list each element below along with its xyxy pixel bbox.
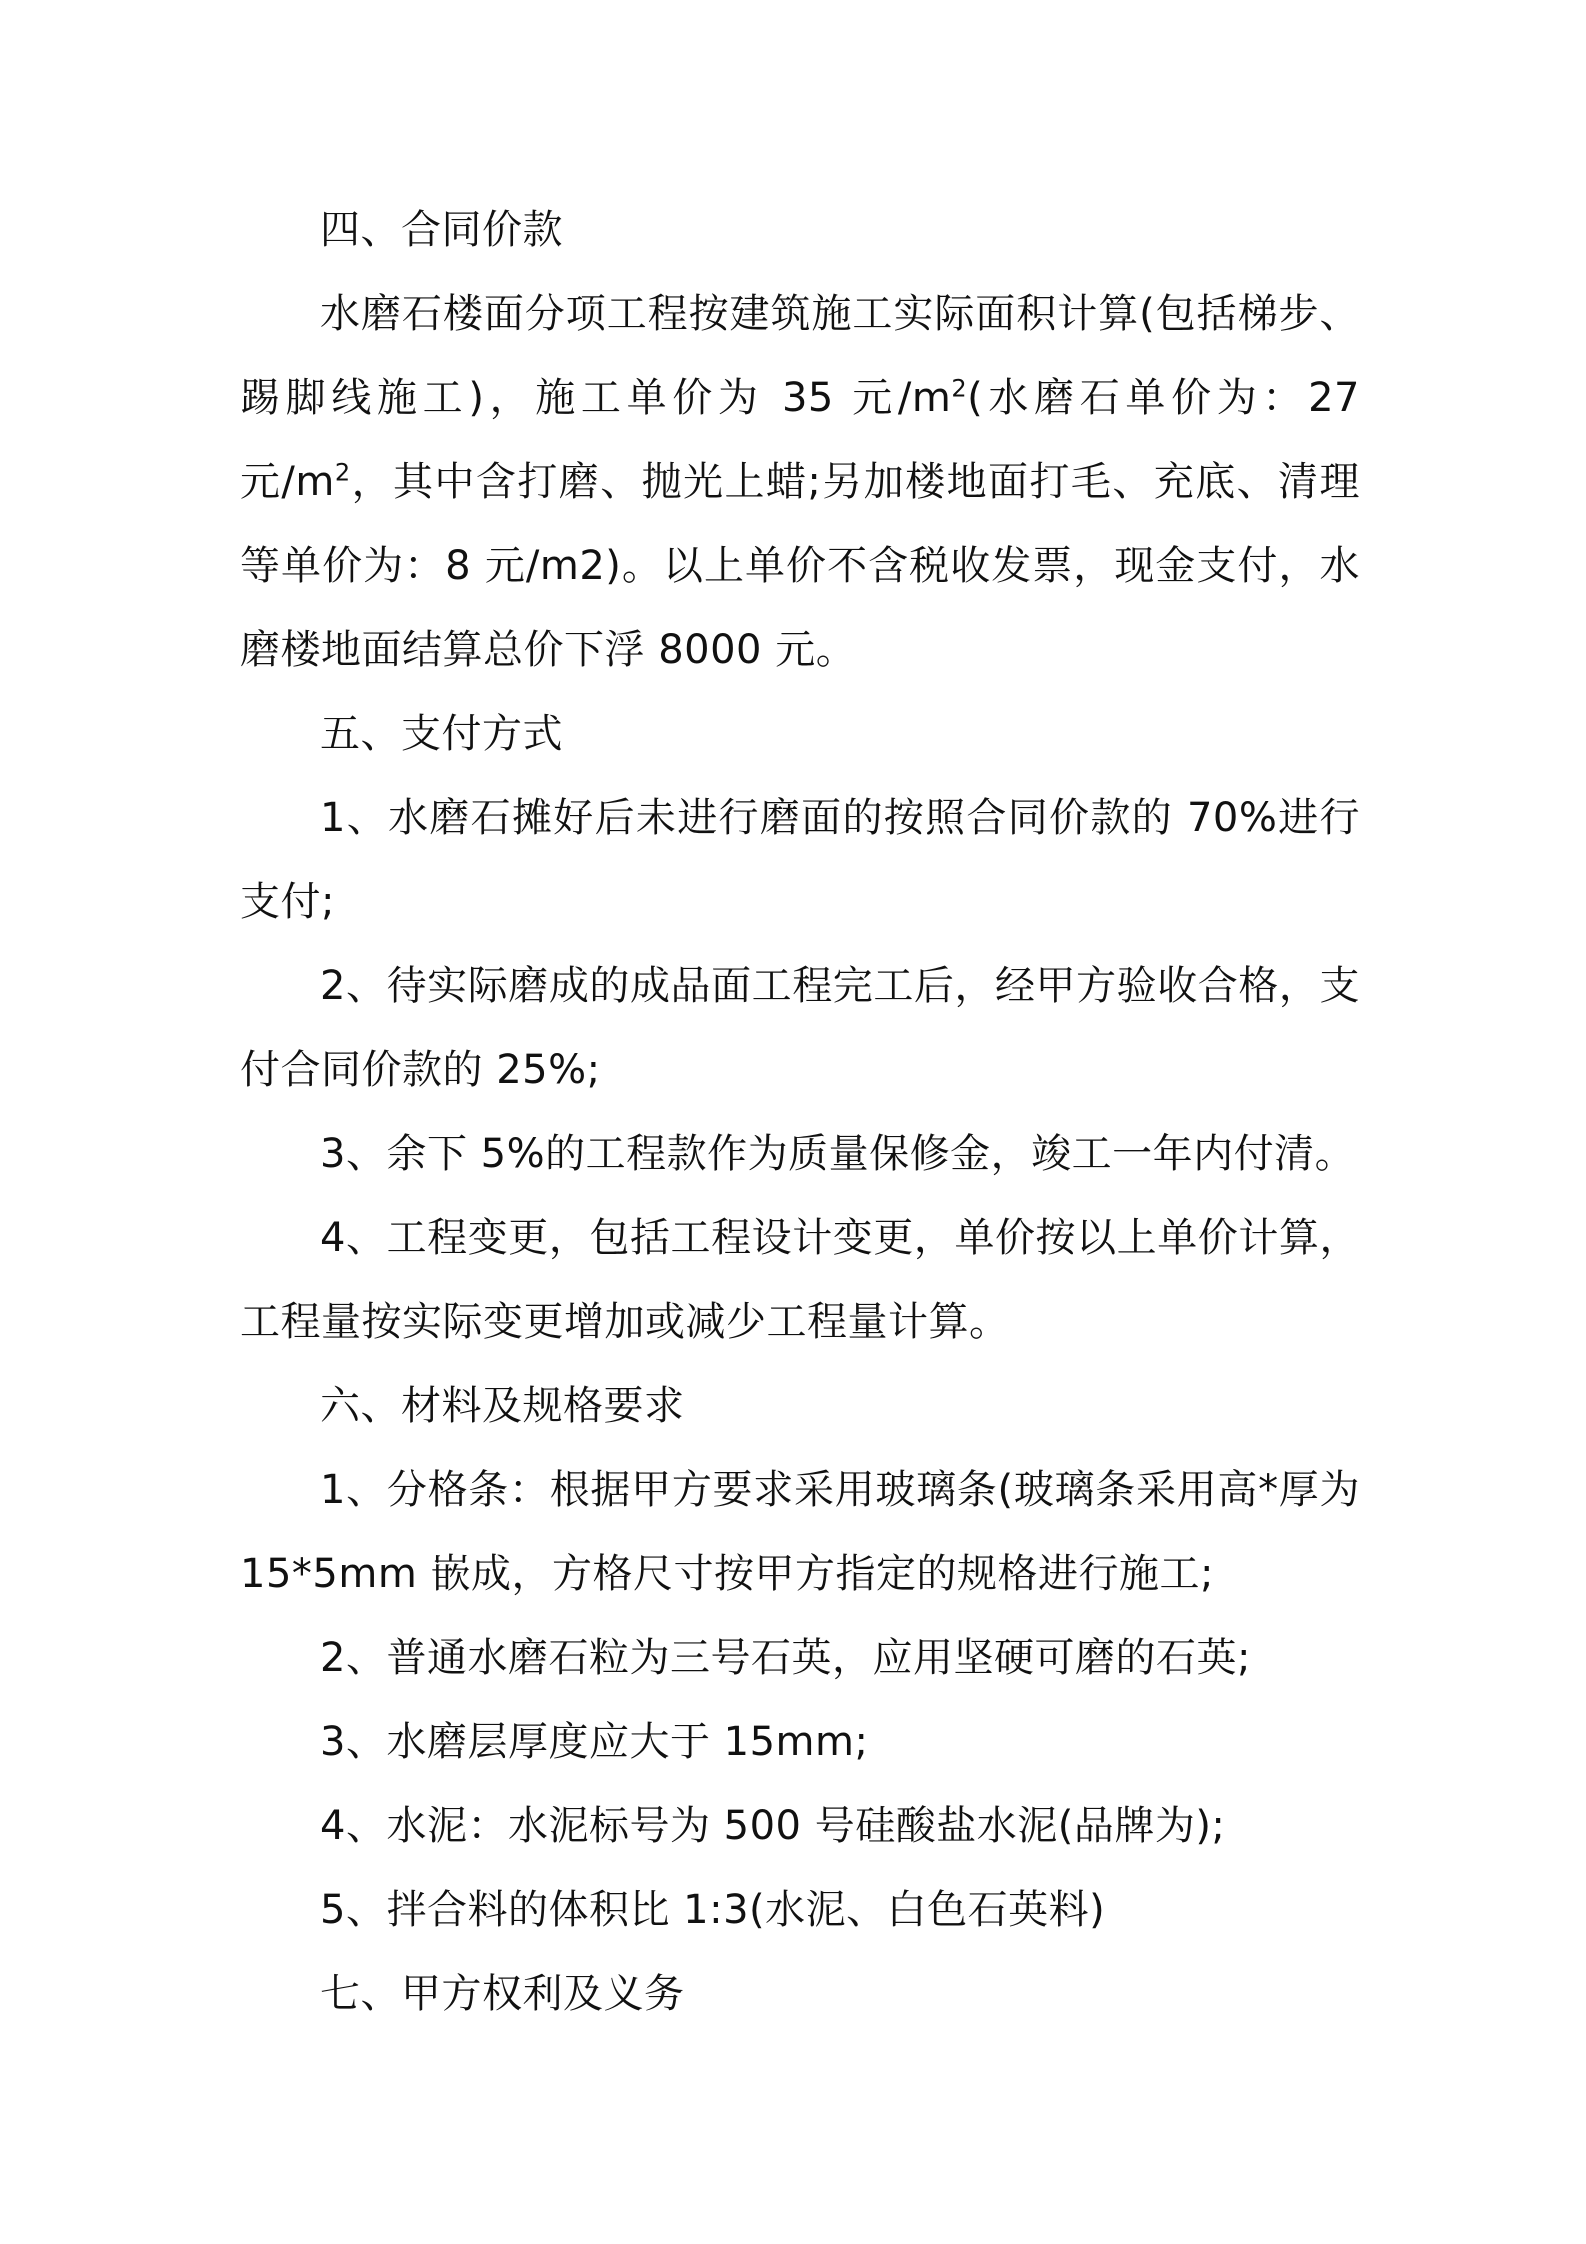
payment-item: 1、水磨石摊好后未进行磨面的按照合同价款的 70%进行支付; [240, 795, 1360, 925]
section-heading-contract-price: 四、合同价款 [320, 207, 563, 253]
payment-item: 3、余下 5%的工程款作为质量保修金，竣工一年内付清。 [320, 1131, 1356, 1177]
document-body [240, 188, 1360, 2036]
materials-item: 3、水磨层厚度应大于 15mm; [320, 1719, 869, 1765]
contract-price-text-a: 水磨石楼面分项工程按建筑施工实际面积计算(包括梯步、踢脚线施工)，施工单价为 35 元/m [240, 291, 1360, 421]
contract-price-text-c: ，其中含打磨、抛光上蜡;另加楼地面打毛、充底、清理等单价为：8 元/m2)。以上单价不含税收发票，现金支付，水磨楼地面结算总价下浮 8000 元。 [240, 459, 1360, 673]
materials-item: 1、分格条：根据甲方要求采用玻璃条(玻璃条采用高*厚为 15*5mm 嵌成，方格尺寸按甲方指定的规格进行施工; [240, 1467, 1360, 1597]
superscript-2: 2 [334, 458, 351, 487]
materials-item: 4、水泥：水泥标号为 500 号硅酸盐水泥(品牌为); [320, 1803, 1226, 1849]
materials-item: 2、普通水磨石粒为三号石英，应用坚硬可磨的石英; [320, 1635, 1251, 1681]
contract-price-paragraph [240, 272, 1360, 692]
payment-item: 2、待实际磨成的成品面工程完工后，经甲方验收合格，支付合同价款的 25%; [240, 963, 1360, 1093]
section-heading-payment-method: 五、支付方式 [320, 711, 563, 757]
section-heading-materials: 六、材料及规格要求 [320, 1383, 685, 1429]
contract-price-text-b: (水磨石单价为：27 元/m [240, 375, 1360, 505]
superscript-2: 2 [951, 374, 968, 403]
payment-item: 4、工程变更，包括工程设计变更，单价按以上单价计算，工程量按实际变更增加或减少工程量计算。 [240, 1215, 1360, 1345]
materials-item: 5、拌合料的体积比 1:3(水泥、白色石英料) [320, 1887, 1106, 1933]
section-heading-party-a-rights: 七、甲方权利及义务 [320, 1971, 685, 2017]
